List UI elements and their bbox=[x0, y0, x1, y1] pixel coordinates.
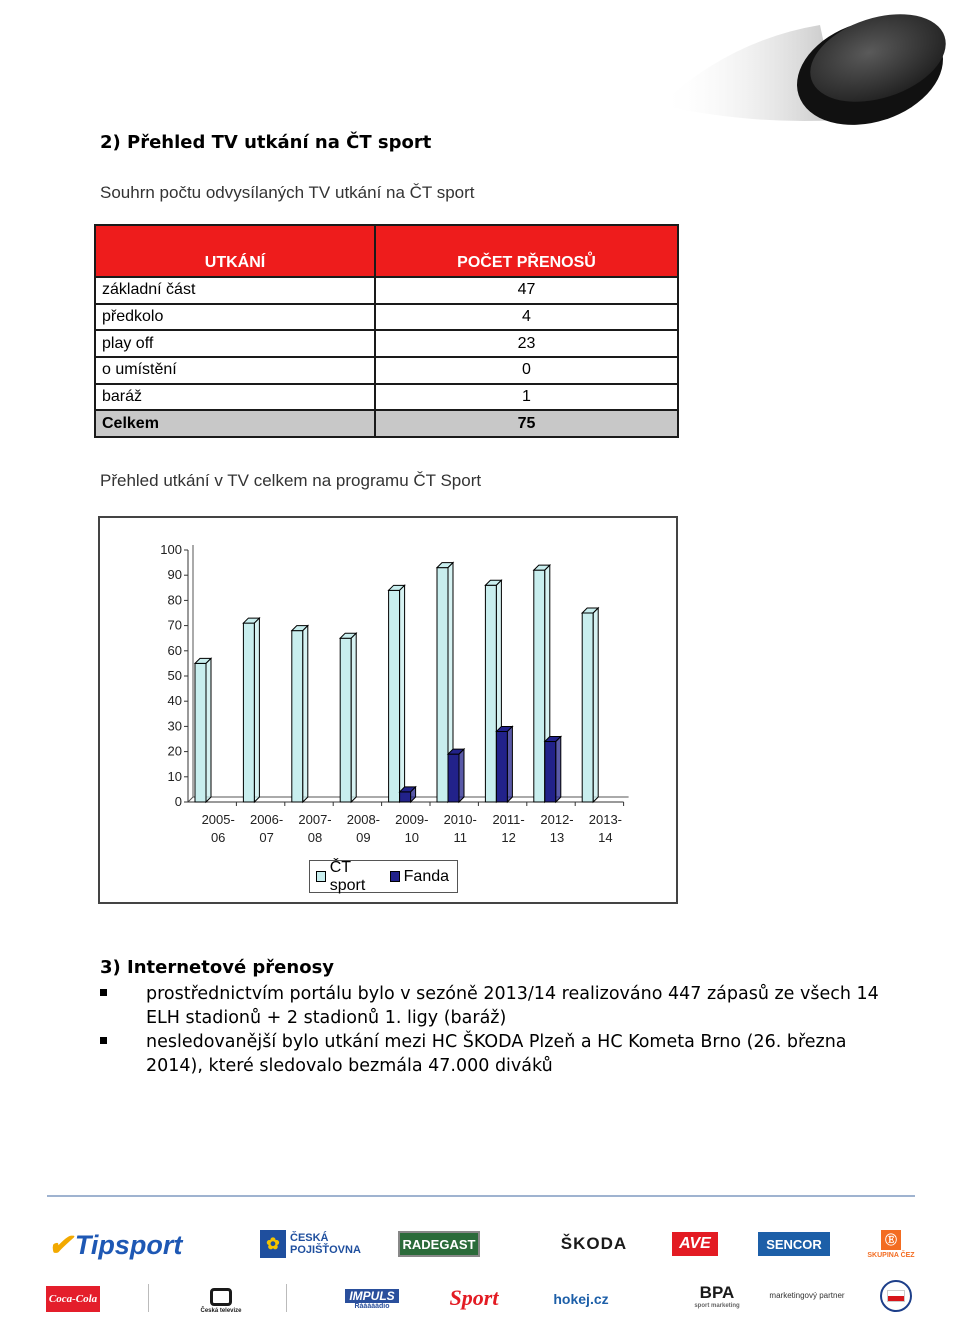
hokej-cz-logo bbox=[548, 1289, 614, 1309]
footer-separator bbox=[148, 1284, 149, 1312]
cocacola-logo bbox=[46, 1286, 100, 1312]
bar-fanda-side bbox=[459, 749, 464, 802]
x-category-label: 14 bbox=[598, 830, 613, 845]
sencor-logo bbox=[758, 1232, 830, 1256]
internet-broadcast-list bbox=[100, 982, 900, 1078]
row-count: 47 bbox=[375, 277, 678, 304]
tipsport-logo bbox=[45, 1228, 185, 1262]
y-tick-label: 70 bbox=[167, 617, 182, 633]
ceska-televize-logo-text: Česká televize bbox=[200, 1308, 242, 1314]
square-bullet-icon bbox=[100, 1037, 107, 1044]
bar-ct-sport-side bbox=[400, 585, 405, 802]
broadcast-chart bbox=[98, 516, 678, 904]
tipsport-logo-text: Tipsport bbox=[74, 1229, 183, 1260]
row-count: 1 bbox=[375, 384, 678, 411]
section-2-title: 2) Přehled TV utkání na ČT sport bbox=[100, 132, 432, 153]
chart-legend bbox=[309, 860, 458, 893]
czech-hockey-association-logo bbox=[880, 1280, 912, 1312]
x-category-label: 2009- bbox=[395, 812, 429, 827]
bar-ct-sport bbox=[582, 613, 593, 802]
ceska-pojistovna-logo-text: ČESKÁ POJIŠŤOVNA bbox=[290, 1232, 361, 1256]
impuls-logo-subtext: Rááááádio bbox=[354, 1302, 390, 1310]
table-row bbox=[95, 357, 678, 384]
impuls-logo bbox=[340, 1284, 404, 1314]
bar-fanda bbox=[545, 742, 556, 802]
legend-swatch-ct-sport bbox=[316, 871, 326, 882]
bar-ct-sport bbox=[389, 590, 400, 802]
y-tick-label: 50 bbox=[167, 668, 182, 683]
bar-ct-sport bbox=[437, 568, 448, 802]
y-tick-label: 10 bbox=[167, 768, 182, 784]
y-tick-label: 60 bbox=[167, 642, 182, 658]
row-count: 4 bbox=[375, 304, 678, 331]
sencor-logo-text: SENCOR bbox=[766, 1236, 822, 1252]
x-category-label: 2011- bbox=[492, 812, 525, 827]
header-matches: UTKÁNÍ bbox=[95, 225, 375, 277]
header-broadcast-count: POČET PŘENOSŮ bbox=[375, 225, 678, 277]
row-label: o umístění bbox=[95, 357, 375, 384]
bar-ct-sport bbox=[292, 631, 303, 802]
bpa-logo-subtext: sport marketing bbox=[694, 1303, 740, 1309]
ct-emblem-icon bbox=[210, 1288, 232, 1306]
x-category-label: 07 bbox=[259, 830, 274, 845]
skupina-cez-logo bbox=[866, 1226, 916, 1262]
row-label: baráž bbox=[95, 384, 375, 411]
hockey-puck-image bbox=[650, 0, 960, 140]
square-bullet-icon bbox=[100, 989, 107, 996]
bpa-logo bbox=[684, 1282, 750, 1310]
table-row bbox=[95, 277, 678, 304]
ave-logo-text: AVE bbox=[679, 1235, 711, 1252]
x-category-label: 06 bbox=[210, 830, 226, 845]
chart-svg bbox=[100, 518, 676, 902]
broadcast-summary-table bbox=[94, 224, 679, 438]
czech-flag-icon bbox=[887, 1290, 905, 1302]
bar-ct-sport-side bbox=[593, 608, 598, 802]
y-tick-label: 0 bbox=[174, 794, 182, 809]
marketing-partner-text: marketingový partner bbox=[769, 1290, 845, 1300]
x-category-label: 12 bbox=[501, 830, 516, 845]
footer-separator bbox=[286, 1284, 287, 1312]
cocacola-logo-text: Coca-Cola bbox=[48, 1293, 98, 1305]
row-label: play off bbox=[95, 330, 375, 357]
marketing-partner-label bbox=[762, 1288, 852, 1302]
bar-fanda-side bbox=[507, 726, 512, 802]
impuls-logo-text: IMPULS bbox=[345, 1289, 398, 1303]
bar-ct-sport bbox=[243, 623, 254, 802]
tipsport-check-icon: ✔ bbox=[47, 1228, 73, 1262]
ceska-televize-logo bbox=[196, 1284, 246, 1318]
bar-ct-sport-side bbox=[303, 626, 308, 802]
bar-fanda-side bbox=[556, 737, 561, 802]
legend-label-ct-sport: ČT sport bbox=[329, 858, 366, 894]
bar-fanda bbox=[496, 731, 507, 802]
bar-ct-sport bbox=[534, 570, 545, 802]
bar-ct-sport-side bbox=[254, 618, 259, 802]
footer-divider bbox=[47, 1195, 915, 1197]
x-category-label: 2006- bbox=[249, 812, 284, 827]
table-row bbox=[95, 330, 678, 357]
hokej-logo-text: hokej.cz bbox=[553, 1291, 609, 1307]
table-row bbox=[95, 304, 678, 331]
bar-ct-sport bbox=[485, 585, 496, 802]
list-item bbox=[100, 1030, 900, 1078]
x-category-label: 11 bbox=[453, 830, 467, 845]
bar-ct-sport bbox=[195, 663, 206, 802]
x-category-label: 2013- bbox=[588, 812, 623, 827]
lion-emblem-icon: ✿ bbox=[260, 1230, 286, 1258]
summary-caption: Souhrn počtu odvysílaných TV utkání na ČT sport bbox=[100, 183, 475, 202]
y-tick-label: 30 bbox=[167, 718, 182, 734]
bpa-logo-text: BPA bbox=[699, 1283, 735, 1302]
ave-logo bbox=[672, 1232, 718, 1256]
table-total-row bbox=[95, 410, 678, 437]
radegast-logo-text: RADEGAST bbox=[402, 1236, 476, 1252]
section-3-title: 3) Internetové přenosy bbox=[100, 957, 335, 978]
x-category-label: 08 bbox=[307, 830, 323, 845]
cez-emblem-icon: Ⓔ bbox=[881, 1230, 901, 1250]
table-header-row bbox=[95, 225, 678, 277]
radegast-logo bbox=[398, 1231, 480, 1257]
list-item-text: nesledovanější bylo utkání mezi HC ŠKODA Plzeň a HC Kometa Brno (26. března 2014), které sledovalo bezmála 47.000 diváků bbox=[146, 1032, 847, 1076]
table-row bbox=[95, 384, 678, 411]
y-tick-label: 20 bbox=[167, 743, 182, 759]
y-tick-label: 40 bbox=[167, 693, 182, 709]
legend-swatch-fanda bbox=[390, 871, 400, 882]
row-count: 23 bbox=[375, 330, 678, 357]
bar-ct-sport bbox=[340, 638, 351, 802]
skupina-cez-logo-text: SKUPINA ČEZ bbox=[867, 1251, 915, 1259]
chart-floor-edge bbox=[188, 797, 193, 802]
x-category-label: 2007- bbox=[298, 812, 332, 827]
bar-fanda bbox=[448, 754, 459, 802]
x-category-label: 2005- bbox=[201, 812, 235, 827]
bar-ct-sport-side bbox=[351, 633, 356, 802]
skoda-logo-text: ŠKODA bbox=[560, 1234, 628, 1253]
x-category-label: 2012- bbox=[540, 812, 574, 827]
sport-logo-text: Sport bbox=[449, 1285, 499, 1310]
row-label: předkolo bbox=[95, 304, 375, 331]
x-category-label: 2010- bbox=[443, 812, 477, 827]
ceska-pojistovna-logo bbox=[258, 1228, 362, 1260]
row-count: 0 bbox=[375, 357, 678, 384]
chart-caption: Přehled utkání v TV celkem na programu ČT Sport bbox=[100, 471, 482, 490]
y-tick-label: 80 bbox=[167, 592, 182, 608]
list-item-text: prostřednictvím portálu bylo v sezóně 2013/14 realizováno 447 zápasů ze všech 14 ELH stadionů + 2 stadionů 1. ligy (baráž) bbox=[146, 984, 879, 1028]
total-label: Celkem bbox=[95, 410, 375, 437]
sport-newspaper-logo bbox=[446, 1284, 502, 1312]
bar-fanda bbox=[400, 792, 411, 802]
list-item bbox=[100, 982, 900, 1030]
y-tick-label: 90 bbox=[167, 567, 182, 583]
x-category-label: 09 bbox=[356, 830, 371, 845]
total-count: 75 bbox=[375, 410, 678, 437]
bar-ct-sport-side bbox=[206, 658, 211, 802]
x-category-label: 2008- bbox=[346, 812, 381, 827]
x-category-label: 13 bbox=[549, 830, 565, 845]
legend-label-fanda: Fanda bbox=[403, 867, 450, 885]
skoda-logo bbox=[556, 1234, 632, 1254]
row-label: základní část bbox=[95, 277, 375, 304]
y-tick-label: 100 bbox=[160, 542, 182, 557]
x-category-label: 10 bbox=[404, 830, 420, 845]
